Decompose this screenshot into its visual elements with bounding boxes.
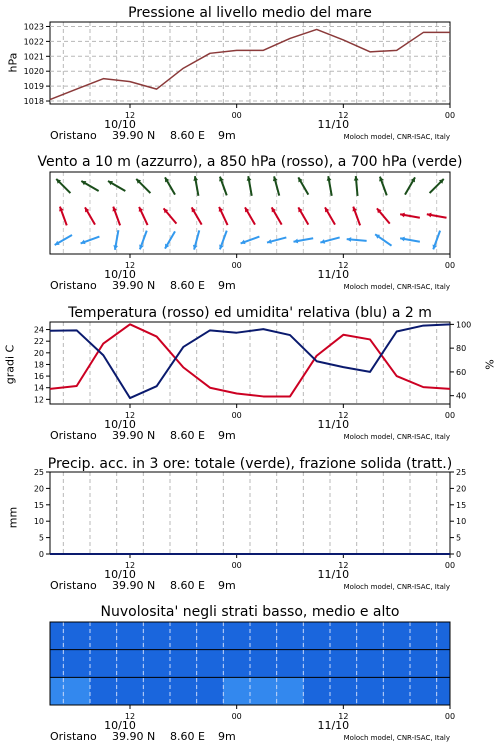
location-lon: 8.60 E [170, 279, 205, 292]
pressure-y-tick-label: 1021 [23, 52, 44, 62]
cloud-cell [90, 650, 117, 678]
date-label: 11/10 [317, 418, 350, 431]
cloud-cell [250, 650, 277, 678]
plot-frame [50, 472, 450, 554]
cloud-cell [437, 650, 450, 678]
wind-panel [0, 150, 500, 300]
x-tick-label: 00 [444, 261, 456, 270]
precip-y-tick-label: 15 [33, 500, 44, 510]
wind-700-arrow [379, 177, 387, 196]
cloud-cell [277, 650, 304, 678]
precip-y-right-tick-label: 25 [456, 468, 467, 477]
humidity-y-tick-label: 40 [456, 391, 467, 401]
cloud-cell [90, 677, 117, 705]
x-tick-label: 00 [231, 261, 242, 270]
wind-10m-arrow [139, 231, 147, 250]
pressure-title: Pressione al livello medio del mare [128, 5, 372, 21]
cloud-cell [277, 622, 304, 650]
cloud-cell [330, 677, 357, 705]
temperature-title: Temperatura (rosso) ed umidita' relativa (blu) a 2 m [68, 305, 432, 321]
precip-y-tick-label: 10 [33, 517, 44, 527]
precip-y-tick-label: 5 [38, 533, 44, 543]
x-tick-label: 12 [124, 411, 136, 420]
model-credit: Moloch model, CNR-ISAC, Italy [343, 734, 450, 742]
x-tick-label: 00 [231, 561, 242, 570]
wind-700-arrow [247, 176, 252, 196]
cloud-cell [170, 677, 197, 705]
precip-chart [0, 450, 500, 600]
temperature-y-tick-label: 18 [33, 360, 44, 370]
precip-y-tick-label: 25 [33, 468, 44, 477]
x-tick-label: 00 [444, 561, 456, 570]
humidity-y-tick-label: 100 [456, 320, 472, 330]
x-tick-label: 00 [231, 111, 242, 120]
cloud-cell [50, 650, 63, 678]
temperature-panel [0, 300, 500, 450]
location-name: Oristano [50, 429, 97, 442]
precip-title: Precip. acc. in 3 ore: totale (verde), frazione solida (tratt.) [47, 456, 453, 472]
cloud-cell [383, 622, 410, 650]
cloud-chart [0, 600, 500, 750]
cloud-cell [437, 622, 450, 650]
wind-10m-arrow [219, 231, 227, 250]
pressure-y-tick-label: 1018 [23, 97, 44, 107]
date-label: 10/10 [104, 719, 136, 732]
cloud-cell [410, 650, 437, 678]
location-name: Oristano [50, 730, 97, 743]
plot-frame [50, 322, 450, 404]
cloud-cell [410, 622, 437, 650]
cloud-cell [223, 622, 250, 650]
cloud-cell [170, 650, 197, 678]
wind-850-arrow [400, 213, 420, 218]
cloud-cell [143, 650, 170, 678]
wind-10m-arrow [165, 231, 175, 248]
humidity-y-tick-label: 80 [456, 344, 467, 354]
pressure-y-tick-label: 1023 [23, 22, 44, 32]
precip-y-right-tick-label: 0 [456, 550, 462, 559]
cloud-cell [303, 650, 330, 678]
location-lat: 39.90 N [112, 129, 156, 142]
x-tick-label: 00 [444, 712, 456, 721]
cloud-cell [117, 677, 144, 705]
date-label: 10/10 [104, 418, 136, 431]
cloud-cell [63, 677, 90, 705]
model-credit: Moloch model, CNR-ISAC, Italy [343, 433, 450, 441]
wind-700-arrow [193, 176, 198, 196]
date-label: 11/10 [317, 568, 350, 581]
temperature-y-tick-label: 12 [33, 395, 44, 405]
temperature-y-tick-label: 14 [33, 383, 44, 393]
cloud-cell [143, 622, 170, 650]
cloud-cell [303, 677, 330, 705]
wind-chart [0, 150, 500, 300]
temperature-chart [0, 300, 500, 450]
precip-y-right-tick-label: 15 [456, 500, 467, 510]
location-elevation: 9m [218, 129, 236, 142]
location-lon: 8.60 E [170, 429, 205, 442]
cloud-cell [197, 650, 224, 678]
temperature-y-tick-label: 22 [33, 337, 44, 347]
location-lat: 39.90 N [112, 429, 156, 442]
location-elevation: 9m [218, 429, 236, 442]
location-lat: 39.90 N [112, 279, 156, 292]
location-lon: 8.60 E [170, 129, 205, 142]
x-tick-label: 12 [338, 712, 349, 721]
wind-700-arrow-head [354, 176, 359, 181]
x-tick-label: 12 [338, 111, 349, 120]
cloud-cell [63, 650, 90, 678]
cloud-cell [223, 650, 250, 678]
precip-panel [0, 450, 500, 600]
date-label: 10/10 [104, 268, 136, 281]
plot-frame [50, 22, 450, 104]
temperature-ylabel: gradi C [3, 344, 17, 385]
cloud-cell [197, 677, 224, 705]
wind-10m-arrow [432, 231, 440, 250]
location-name: Oristano [50, 279, 97, 292]
cloud-cell [330, 650, 357, 678]
x-tick-label: 00 [231, 411, 242, 420]
x-tick-label: 12 [124, 712, 136, 721]
x-tick-label: 12 [338, 561, 349, 570]
cloud-panel [0, 600, 500, 750]
cloud-cell [250, 622, 277, 650]
precip-y-right-tick-label: 20 [456, 484, 467, 494]
x-tick-label: 12 [338, 261, 349, 270]
cloud-cell [250, 677, 277, 705]
cloud-cell [383, 650, 410, 678]
cloud-title: Nuvolosita' negli strati basso, medio e alto [100, 604, 400, 620]
x-tick-label: 12 [124, 111, 136, 120]
cloud-cell [50, 677, 63, 705]
cloud-cell [90, 622, 117, 650]
pressure-y-tick-label: 1019 [23, 82, 44, 92]
x-tick-label: 00 [444, 111, 456, 120]
precip-y-tick-label: 0 [38, 550, 44, 559]
wind-title: Vento a 10 m (azzurro), a 850 hPa (rosso), a 700 hPa (verde) [37, 154, 463, 170]
location-lon: 8.60 E [170, 579, 205, 592]
date-label: 11/10 [317, 268, 350, 281]
location-name: Oristano [50, 579, 97, 592]
cloud-cell [437, 677, 450, 705]
date-label: 11/10 [317, 719, 350, 732]
location-lat: 39.90 N [112, 730, 156, 743]
cloud-cell [383, 677, 410, 705]
location-name: Oristano [50, 129, 97, 142]
cloud-cell [357, 622, 384, 650]
x-tick-label: 12 [338, 411, 349, 420]
cloud-cell [303, 622, 330, 650]
temperature-y-tick-label: 24 [33, 325, 44, 335]
cloud-cell [330, 622, 357, 650]
precip-ylabel: mm [6, 506, 20, 529]
x-tick-label: 12 [124, 261, 136, 270]
pressure-y-tick-label: 1022 [23, 37, 44, 47]
cloud-cell [223, 677, 250, 705]
location-elevation: 9m [218, 579, 236, 592]
x-tick-label: 00 [444, 411, 456, 420]
temperature-y-tick-label: 20 [33, 348, 44, 358]
cloud-cell [63, 622, 90, 650]
cloud-cell [170, 622, 197, 650]
cloud-cell [117, 622, 144, 650]
wind-10m-arrow [113, 230, 118, 250]
wind-700-arrow [273, 176, 279, 195]
cloud-cell [50, 622, 63, 650]
location-elevation: 9m [218, 279, 236, 292]
wind-10m-arrow [193, 230, 199, 249]
precip-y-right-tick-label: 5 [456, 533, 462, 543]
location-elevation: 9m [218, 730, 236, 743]
date-label: 11/10 [317, 118, 350, 131]
pressure-ylabel: hPa [6, 52, 20, 73]
cloud-cell [197, 622, 224, 650]
humidity-y-tick-label: 60 [456, 367, 467, 377]
location-lon: 8.60 E [170, 730, 205, 743]
x-tick-label: 12 [124, 561, 136, 570]
date-label: 10/10 [104, 118, 136, 131]
x-tick-label: 00 [231, 712, 242, 721]
wind-700-arrow [327, 176, 332, 196]
pressure-chart [0, 0, 500, 150]
model-credit: Moloch model, CNR-ISAC, Italy [343, 583, 450, 591]
cloud-cell [410, 677, 437, 705]
cloud-cell [357, 677, 384, 705]
cloud-cell [277, 677, 304, 705]
wind-700-arrow [219, 177, 227, 196]
location-lat: 39.90 N [112, 579, 156, 592]
pressure-y-tick-label: 1020 [23, 67, 44, 77]
model-credit: Moloch model, CNR-ISAC, Italy [343, 283, 450, 291]
cloud-cell [117, 650, 144, 678]
temperature-y-tick-label: 16 [33, 372, 44, 382]
humidity-ylabel: % [483, 359, 497, 370]
precip-y-tick-label: 20 [33, 484, 44, 494]
wind-700-arrow [354, 176, 359, 196]
wind-10m-arrow-head [347, 237, 352, 242]
precip-y-right-tick-label: 10 [456, 517, 467, 527]
date-label: 10/10 [104, 568, 136, 581]
cloud-cell [357, 650, 384, 678]
pressure-panel [0, 0, 500, 150]
model-credit: Moloch model, CNR-ISAC, Italy [343, 133, 450, 141]
cloud-cell [143, 677, 170, 705]
wind-850-arrow [427, 213, 447, 218]
